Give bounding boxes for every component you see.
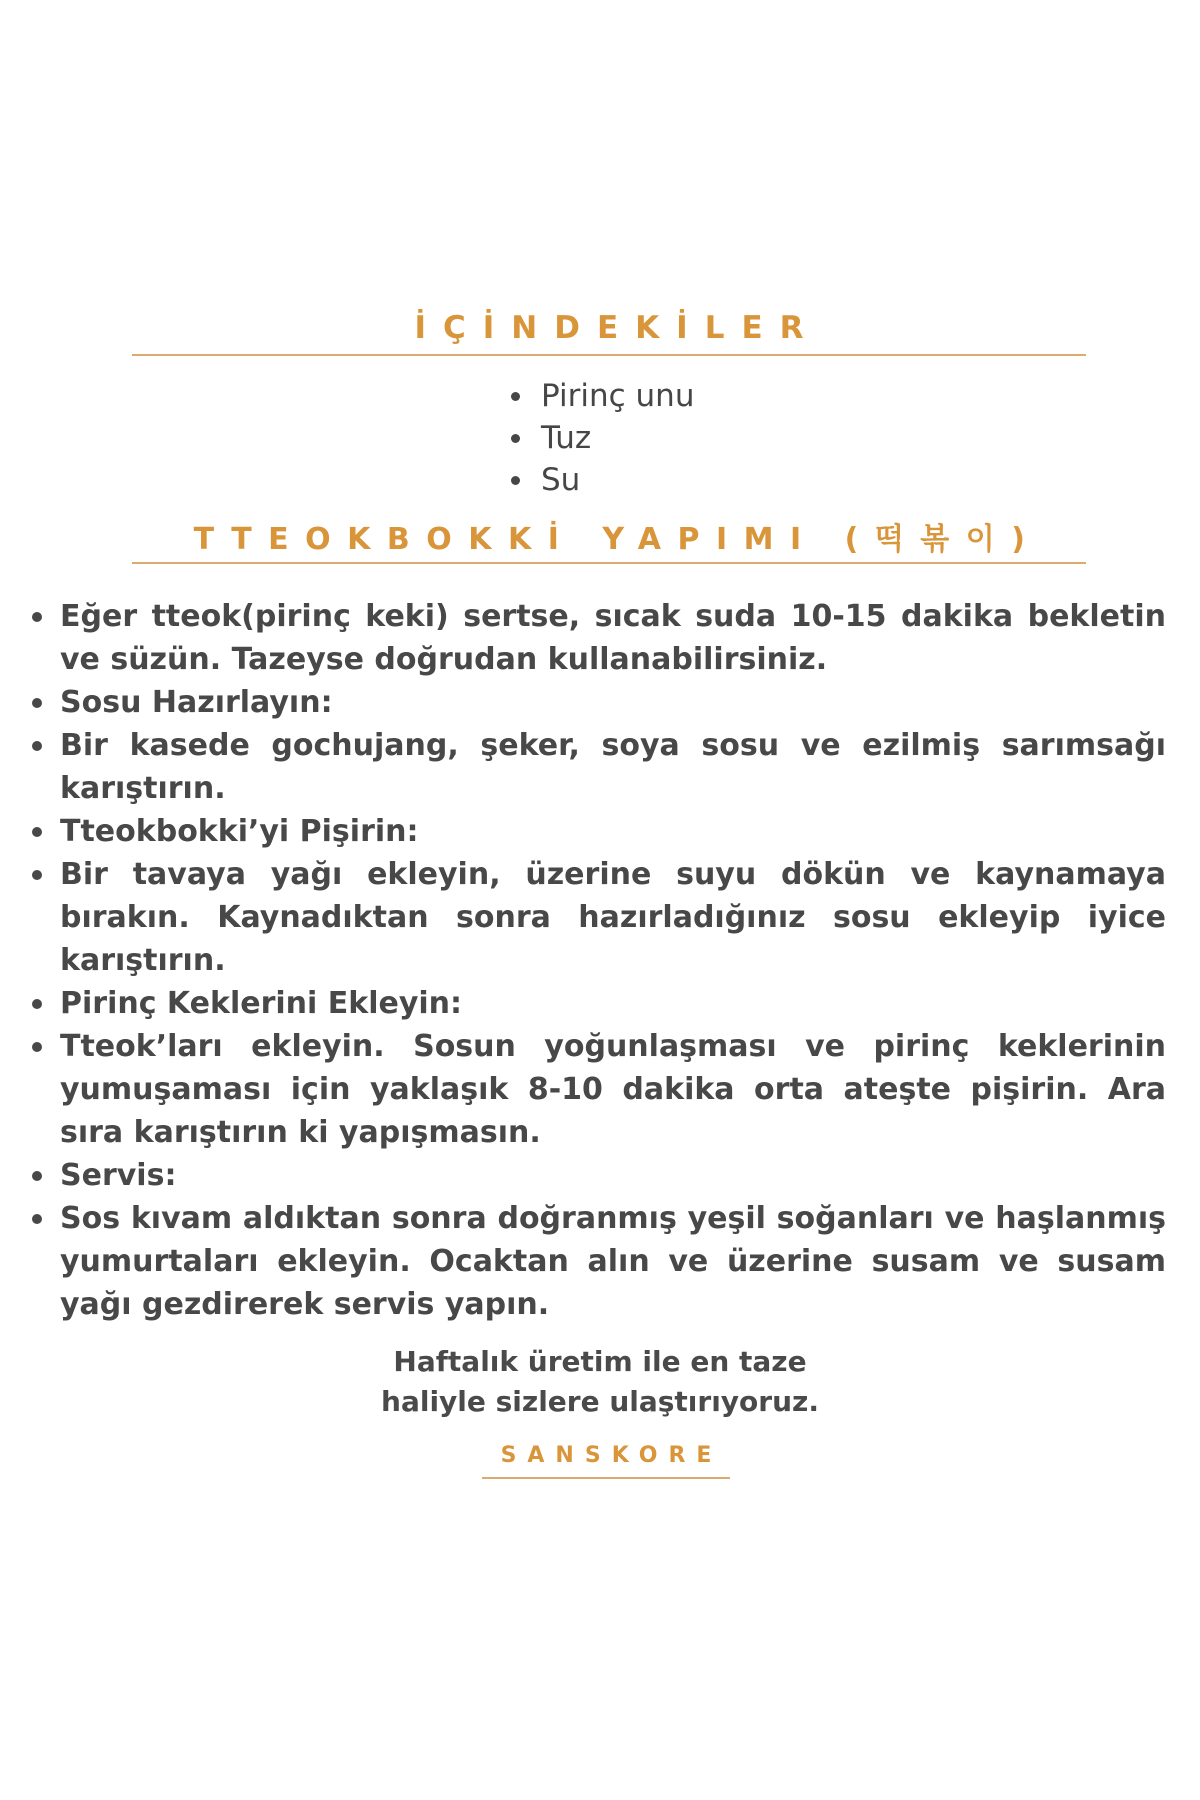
method-step: Sos kıvam aldıktan sonra doğranmış yeşil soğanları ve haşlanmış yumurtaları ekleyin. Ocaktan alın ve üzerine susam ve susam yağı gezdirerek servis yapın. xyxy=(28,1197,1166,1326)
method-heading: TTEOKBOKKİ YAPIMI (떡볶이) xyxy=(193,522,1042,557)
method-step: Eğer tteok(pirinç keki) sertse, sıcak suda 10-15 dakika bekletin ve süzün. Tazeyse doğrudan kullanabilirsiniz. xyxy=(28,595,1166,681)
method-step-heading: Servis: xyxy=(28,1154,1166,1197)
tagline-line: haliyle sizlere ulaştırıyoruz. xyxy=(381,1385,819,1418)
ingredient-item: Tuz xyxy=(500,417,694,459)
method-divider xyxy=(132,562,1086,564)
method-step: Tteok’ları ekleyin. Sosun yoğunlaşması ve pirinç keklerinin yumuşaması için yaklaşık 8-10 dakika orta ateşte pişirin. Ara sıra karıştırın ki yapışmasın. xyxy=(28,1025,1166,1154)
brand-underline xyxy=(482,1477,730,1479)
method-step-heading: Sosu Hazırlayın: xyxy=(28,681,1166,724)
brand-name: SANSKORE xyxy=(500,1443,723,1468)
ingredient-item: Pirinç unu xyxy=(500,375,694,417)
method-step: Bir tavaya yağı ekleyin, üzerine suyu dökün ve kaynamaya bırakın. Kaynadıktan sonra hazırladığınız sosu ekleyip iyice karıştırın. xyxy=(28,853,1166,982)
method-step-heading: Tteokbokki’yi Pişirin: xyxy=(28,810,1166,853)
tagline xyxy=(200,1342,1000,1422)
tagline-line: Haftalık üretim ile en taze xyxy=(393,1345,807,1378)
method-step: Bir kasede gochujang, şeker, soya sosu ve ezilmiş sarımsağı karıştırın. xyxy=(28,724,1166,810)
ingredient-item: Su xyxy=(500,459,694,501)
ingredients-list xyxy=(500,375,694,501)
ingredients-heading: İÇİNDEKİLER xyxy=(414,310,821,346)
ingredients-divider xyxy=(132,354,1086,356)
method-step-heading: Pirinç Keklerini Ekleyin: xyxy=(28,982,1166,1025)
method-steps-list xyxy=(28,595,1166,1326)
